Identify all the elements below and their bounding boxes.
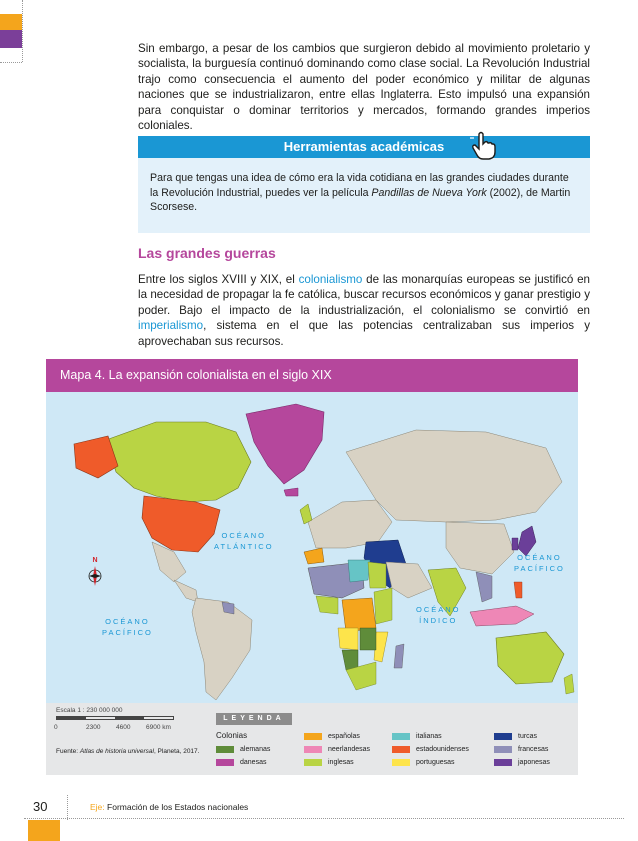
section-title: Las grandes guerras (138, 245, 276, 261)
legend-item-portuguesas: portuguesas (392, 758, 455, 767)
ocean-pacifico-east-label: OCÉANO PACÍFICO (514, 553, 565, 573)
map-footer: Escala 1 : 230 000 000 0 2300 4600 6900 km Fuente: Atlas de historia universal, Planeta, 2017. LEYENDA Colonias alemanas danesas españolas neerlandesas inglesas italianas estadounidenses portuguesas turcas francesas japonesas (46, 703, 578, 775)
compass-north-label: N (92, 557, 98, 564)
map-source: Fuente: Atlas de historia universal, Planeta, 2017. (56, 748, 200, 755)
angola-portuguese (338, 628, 358, 650)
west-africa-english (316, 596, 338, 614)
intro-paragraph: Sin embargo, a pesar de los cambios que surgieron debido al movimiento proletario y socialista, la burguesía continuó dominando como clase social. La Revolución Industrial trajo como consecuencia el aumento del poder económico y militar de algunas naciones que se industrializaron, entre ellas Inglaterra. Esto impulsó una expansión para conquistar o dominar territorios y mercados, formando grandes imperios coloniales. (138, 42, 590, 133)
term-imperialismo: imperialismo (138, 319, 204, 333)
corner-dotted-rule-horizontal (0, 62, 22, 63)
academic-tools-box (138, 136, 590, 233)
corner-purple-tab (0, 30, 22, 48)
legend-item-japonesas: japonesas (494, 758, 550, 767)
legend-item-turcas: turcas (494, 732, 537, 741)
europe (308, 500, 392, 548)
south-america (192, 598, 252, 700)
libya-italian (348, 560, 370, 582)
map-legend (208, 707, 568, 771)
corner-dotted-rule (22, 0, 23, 62)
iceland-danish (284, 488, 298, 496)
greenland-danish (246, 404, 324, 484)
corner-orange-tab (0, 14, 22, 30)
scale-bar (56, 716, 174, 720)
australia-english (496, 632, 564, 684)
ocean-pacifico-west-label: OCÉANO PACÍFICO (102, 617, 153, 637)
academic-tools-title: Herramientas académicas (283, 139, 445, 154)
legend-item-neerlandesas: neerlandesas (304, 745, 370, 754)
legend-tag: LEYENDA (216, 713, 292, 725)
pointing-hand-icon (470, 130, 496, 160)
canada-english (106, 422, 251, 502)
compass-rose-icon (86, 554, 104, 588)
legend-item-danesas: danesas (216, 758, 266, 767)
east-africa-english (374, 588, 392, 624)
ocean-atlantico-label: OCÉANO ATLÁNTICO (214, 531, 274, 551)
map-title: Mapa 4. La expansión colonialista en el siglo XIX (46, 359, 578, 392)
egypt-english (368, 562, 386, 588)
legend-item-espanolas: españolas (304, 732, 360, 741)
colonial-map-figure (46, 359, 578, 775)
legend-heading: Colonias (216, 731, 248, 740)
madagascar-french (394, 644, 404, 668)
indochina-french (476, 572, 492, 602)
world-map (46, 392, 578, 703)
legend-item-francesas: francesas (494, 745, 548, 754)
philippines-us (514, 582, 522, 598)
world-map-svg (46, 392, 578, 703)
spain (304, 548, 324, 564)
legend-item-inglesas: inglesas (304, 758, 354, 767)
film-title: Pandillas de Nueva York (371, 186, 487, 199)
middle-east (386, 562, 432, 598)
academic-tools-text: Para que tengas una idea de cómo era la vida cotidiana en las grandes ciudades durante la Revolución Industrial, puedes ver la película Pandillas de Nueva York (2002), de Martin Scorsese. (150, 172, 571, 213)
legend-item-estadounidenses: estadounidenses (392, 745, 469, 754)
east-africa-german (360, 628, 376, 650)
footer-dotted-rule (24, 818, 624, 819)
korea-japanese (512, 538, 518, 550)
central-america (174, 580, 198, 602)
wars-paragraph: Entre los siglos XVIII y XIX, el colonialismo de las monarquías europeas se justificó en la necesidad de propagar la fe católica, buscar recursos económicos y ganar prestigio y poder. Bajo el impacto de la industrialización, el colonialismo se convirtió en imperialismo, sistema en el que las potencias centralizaban sus imperios y aprovechaban sus recursos. (138, 273, 590, 348)
indonesia-dutch (470, 606, 534, 626)
legend-item-alemanas: alemanas (216, 745, 270, 754)
footer-dotted-divider (67, 795, 68, 820)
term-colonialismo: colonialismo (298, 273, 363, 286)
scale-label: Escala 1 : 230 000 000 (56, 707, 123, 714)
britain (300, 504, 312, 524)
footer-orange-tab (28, 820, 60, 841)
central-africa-belgian (342, 598, 376, 632)
new-zealand-english (564, 674, 574, 694)
footer-axis-label: Eje: Formación de los Estados nacionales (90, 802, 249, 812)
legend-item-italianas: italianas (392, 732, 442, 741)
page-number: 30 (33, 799, 48, 814)
china (446, 522, 514, 574)
ocean-indico-label: OCÉANO ÍNDICO (416, 605, 461, 625)
academic-tools-header (138, 136, 590, 158)
